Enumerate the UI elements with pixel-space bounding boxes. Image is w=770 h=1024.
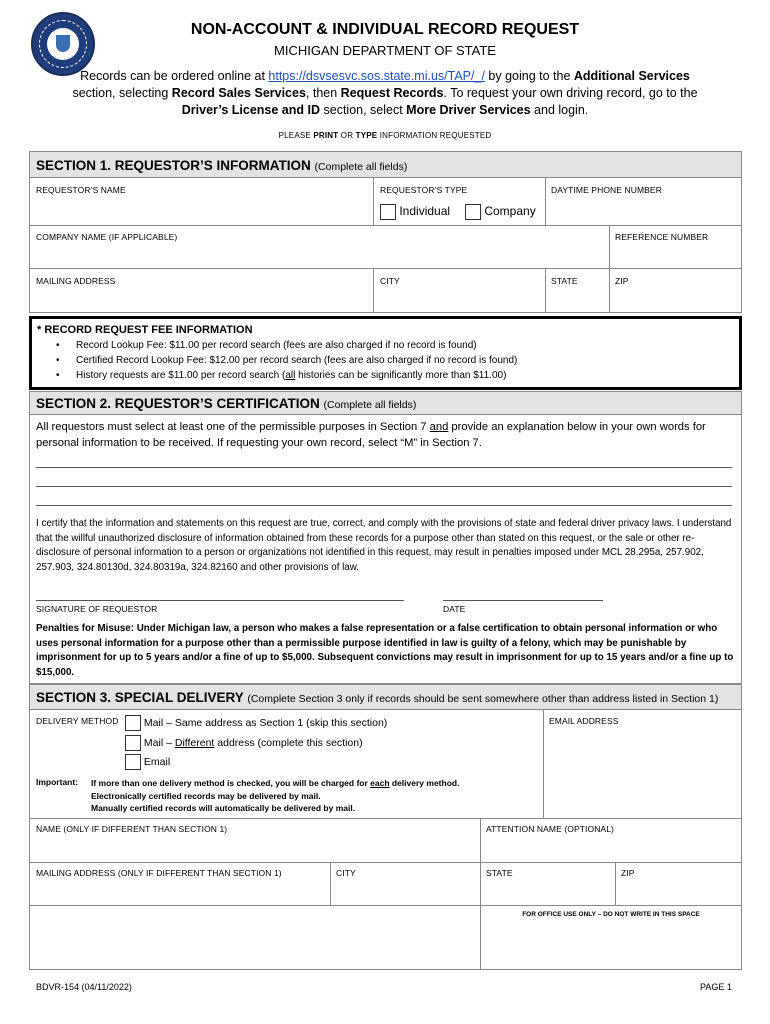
form-id: BDVR-154 (04/11/2022) bbox=[36, 982, 132, 992]
certification-text: I certify that the information and statements on this request are true, correct, and comply with the provisions of state and federal driver privacy laws. I understand that the willful unauthorized disclosure of information obtained from these records for a purpose other than stated on this request, or the sale or other re-disclosure of personal information to a person or organizations not identified in this request, may result in penalties imposed under MCL 28.295a, 257.902, 257.903, 324.80130d, 324.80319a, 324.82160 and other provisions of law. bbox=[36, 518, 732, 573]
company-checkbox[interactable] bbox=[465, 204, 481, 220]
fee-info-title: * RECORD REQUEST FEE INFORMATION bbox=[37, 324, 253, 336]
state-label-s3: STATE bbox=[486, 868, 513, 878]
department-name: MICHIGAN DEPARTMENT OF STATE bbox=[274, 43, 496, 58]
explanation-line[interactable] bbox=[36, 467, 732, 468]
mailing-address-label-s3: MAILING ADDRESS (ONLY IF DIFFERENT THAN SECTION 1) bbox=[36, 868, 282, 878]
type-company-option[interactable]: Company bbox=[465, 204, 536, 220]
state-label: STATE bbox=[551, 276, 578, 286]
company-name-label: COMPANY NAME (IF APPLICABLE) bbox=[36, 232, 178, 242]
delivery-option-email[interactable]: Email bbox=[125, 754, 170, 770]
attention-name-label: ATTENTION NAME (OPTIONAL) bbox=[486, 824, 614, 834]
signature-label: SIGNATURE OF REQUESTOR bbox=[36, 604, 158, 614]
explanation-line[interactable] bbox=[36, 486, 732, 487]
section2-header: SECTION 2. REQUESTOR’S CERTIFICATION (Complete all fields) bbox=[29, 391, 742, 415]
type-individual-option[interactable]: Individual bbox=[380, 204, 450, 220]
email-address-label: EMAIL ADDRESS bbox=[549, 716, 619, 726]
delivery-option-same-address[interactable]: Mail – Same address as Section 1 (skip this section) bbox=[125, 715, 387, 731]
date-line[interactable] bbox=[443, 600, 603, 601]
city-label: CITY bbox=[380, 276, 400, 286]
page-number: PAGE 1 bbox=[700, 982, 732, 992]
section1-box bbox=[29, 177, 742, 313]
print-note: PLEASE PRINT OR TYPE INFORMATION REQUESTED bbox=[278, 131, 492, 140]
individual-checkbox[interactable] bbox=[380, 204, 396, 220]
fee-item: • History requests are $11.00 per record search (all histories can be significantly more than $11.00) bbox=[32, 368, 739, 383]
intro-text: Records can be ordered online at https://dsvsesvc.sos.state.mi.us/TAP/_/ by going to the Additional Services section, selecting Record Sales Services, then Request Records. To request your own driving record, go to the Driver’s License and ID section, select More Driver Services and login. bbox=[72, 69, 698, 117]
signature-line[interactable] bbox=[36, 600, 404, 601]
tap-link[interactable]: https://dsvsesvc.sos.state.mi.us/TAP/_/ bbox=[268, 69, 485, 83]
office-use-label: FOR OFFICE USE ONLY – DO NOT WRITE IN THIS SPACE bbox=[522, 911, 700, 918]
purpose-instructions: All requestors must select at least one of the permissible purposes in Section 7 and provide an explanation below in your own words for personal information to be received. If requesting your own record, select “M” in Section 7. bbox=[36, 421, 706, 449]
requestor-type-label: REQUESTOR’S TYPE bbox=[380, 185, 468, 195]
zip-label-s3: ZIP bbox=[621, 868, 635, 878]
important-label: Important: bbox=[36, 777, 79, 787]
delivery-method-label: DELIVERY METHOD bbox=[36, 716, 119, 726]
mailing-address-label: MAILING ADDRESS bbox=[36, 276, 116, 286]
requestor-name-label: REQUESTOR’S NAME bbox=[36, 185, 126, 195]
reference-number-label: REFERENCE NUMBER bbox=[615, 232, 709, 242]
fee-item: • Certified Record Lookup Fee: $12.00 per record search (fees are also charged if no record is found) bbox=[32, 353, 739, 368]
same-address-checkbox[interactable] bbox=[125, 715, 141, 731]
form-title: NON-ACCOUNT & INDIVIDUAL RECORD REQUEST bbox=[190, 21, 580, 38]
delivery-option-different-address[interactable]: Mail – Different address (complete this section) bbox=[125, 735, 363, 751]
section1-header: SECTION 1. REQUESTOR’S INFORMATION (Complete all fields) bbox=[29, 151, 742, 178]
zip-label: ZIP bbox=[615, 276, 629, 286]
email-checkbox[interactable] bbox=[125, 754, 141, 770]
important-notes: If more than one delivery method is checked, you will be charged for each delivery method. Electronically certified records may be delivered by mail. Manually certified records will automatically be delivered by mail. bbox=[91, 778, 460, 813]
city-label-s3: CITY bbox=[336, 868, 356, 878]
daytime-phone-label: DAYTIME PHONE NUMBER bbox=[551, 185, 662, 195]
different-address-checkbox[interactable] bbox=[125, 735, 141, 751]
penalties-text: Penalties for Misuse: Under Michigan law, a person who makes a false representation or a false certification to obtain personal information or who uses personal information for a purpose other than a permissible purpose identified in law is guilty of a felony, which may be punishable by imprisonment for up to 5 years and/or a fine of up to $5,000. Subsequent convictions may result in imprisonment for up to 15 years and/or a fine up to $15,000. bbox=[36, 623, 734, 678]
name-label: NAME (ONLY IF DIFFERENT THAN SECTION 1) bbox=[36, 824, 228, 834]
section3-header: SECTION 3. SPECIAL DELIVERY (Complete Section 3 only if records should be sent somewhere other than address listed in Section 1) bbox=[29, 684, 742, 710]
date-label: DATE bbox=[443, 604, 466, 614]
fee-info-box bbox=[29, 316, 742, 390]
fee-item: • Record Lookup Fee: $11.00 per record search (fees are also charged if no record is found) bbox=[32, 338, 739, 353]
explanation-line[interactable] bbox=[36, 505, 732, 506]
